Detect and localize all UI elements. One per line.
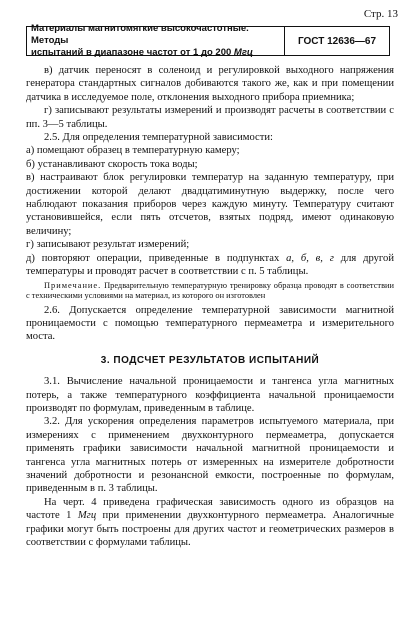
paragraph-v-tune: в) настраивают блок регулировки температур на заданную температуру, при достижении которой делают двадцатиминутную выдержку, после чего наблюдают показания приборов через каждую минуту. Температуру считают установившейся, если пять отсчетов, взятых подряд, имеют одинаковую величину;	[26, 172, 394, 237]
header-standard-number: ГОСТ 12636—67	[297, 35, 377, 47]
paragraph-d-repeat: д) повторяют операции, приведенные в подпунктах а, б, в, г для другой температуры и проводят расчет в соответствии с п. 5 таблицы.	[26, 252, 394, 278]
note-text: Предварительную температурную тренировку образца проводят в соответствии с техническими условиями на материал, из которого он изготовлен	[26, 280, 394, 300]
header-title-line2: испытаний в диапазоне частот от 1 до 200 Мгц	[31, 47, 254, 58]
section-title: 3. ПОДСЧЕТ РЕЗУЛЬТАТОВ ИСПЫТАНИЙ	[100, 354, 320, 366]
paragraph-b: б) устанавливают скорость тока воды;	[26, 158, 198, 170]
header-title-line1: Материалы магнитомягкие высокочастотные. Методы	[31, 23, 249, 46]
header-title	[27, 23, 285, 58]
paragraph-g-record: г) записывают результаты измерений и производят расчеты в соответствии с пп. 3—5 таблицы.	[26, 105, 394, 130]
paragraph-2-5: 2.5. Для определения температурной зависимости:	[44, 132, 273, 144]
paragraph-3-2: 3.2. Для ускорения определения параметров испытуемого материала, при измерениях с применением двухконтурного пермеаметра, допускается применять графики зависимости начальной магнитной проницаемости и тангенса угла магнитных потерь от измеренных на измерителе добротности значений добротности и резонансной емкости, построенные по формулам, приведенным в п. 3 таблицы.	[26, 416, 394, 495]
header-box	[26, 23, 390, 58]
body-text	[26, 64, 394, 549]
paragraph-2-6: 2.6. Допускается определение температурной зависимости магнитной проницаемости с помощью температурного пермеаметра и измерительного моста.	[26, 304, 394, 343]
page-number: Стр. 13	[363, 8, 398, 20]
paragraph-v-sensor: в) датчик переносят в соленоид и регулировкой выходного напряжения генератора стандартных сигналов добиваются такого же, как и при помещении датчика в исследуемое поле, отклонения выходного прибора приемника;	[26, 65, 394, 103]
note	[26, 281, 394, 302]
paragraph-chart-4: На черт. 4 приведена графическая зависимость одного из образцов на частоте 1 Мгц при применении двухконтурного пермеаметра. Аналогичные графики могут быть построены для других частот и геометрических размеров в соответствии с формулами таблицы.	[26, 496, 394, 548]
header-title-unit: Мгц	[233, 47, 254, 58]
paragraph-3-1: 3.1. Вычисление начальной проницаемости и тангенса угла магнитных потерь, а также температурного коэффициента начальной проницаемости производят по формулам, приведенным в таблице.	[26, 376, 394, 414]
paragraph-a: а) помещают образец в температурную камеру;	[26, 145, 240, 157]
subitem-letters: а, б, в, г	[286, 252, 334, 264]
frequency-unit: Мгц	[77, 510, 97, 522]
paragraph-g-record-result: г) записывают результат измерений;	[26, 239, 190, 251]
note-label: Примечание.	[44, 280, 102, 290]
